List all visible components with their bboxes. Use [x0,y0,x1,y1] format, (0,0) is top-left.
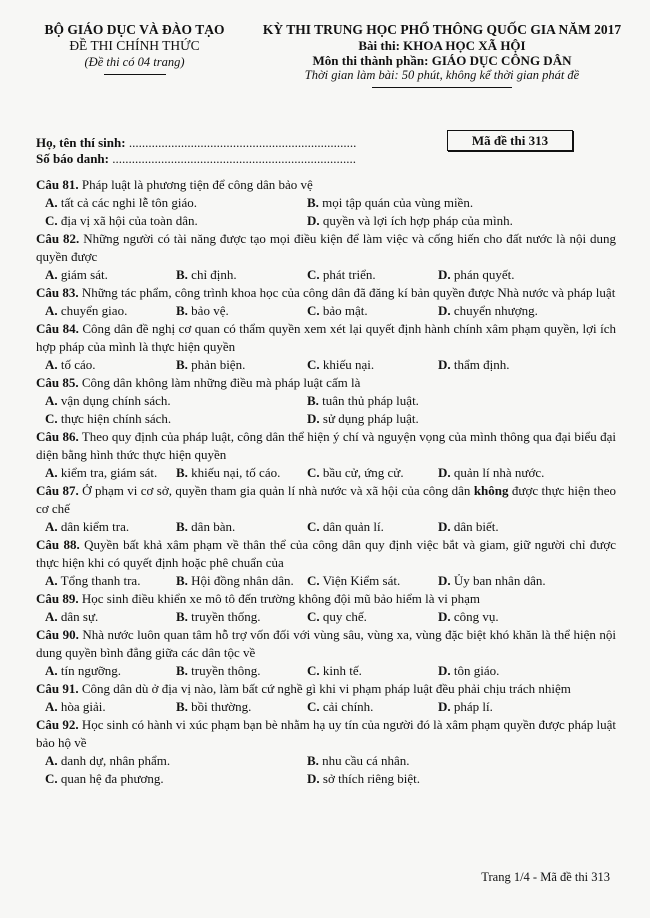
option-text: bồi thường. [191,699,252,714]
option-letter: D. [438,699,451,714]
option-letter: D. [438,663,451,678]
option-letter: A. [45,573,58,588]
question-block [36,680,616,716]
option-letter: C. [307,465,320,480]
option-list [36,752,616,788]
option-text: hòa giải. [60,699,106,714]
option-text: cải chính. [322,699,374,714]
time-limit: Thời gian làm bài: 50 phút, không kể thời gian phát đề [304,68,580,82]
question-block [36,716,616,788]
question-block [36,176,616,230]
answer-option [45,410,307,428]
answer-option [438,266,569,284]
question-text [36,626,616,662]
answer-option [176,572,307,590]
option-list [36,698,616,716]
question-number: Câu 91. [36,681,79,696]
question-number: Câu 81. [36,177,79,192]
question-list [36,176,616,788]
header-right [252,22,632,88]
question-number: Câu 85. [36,375,79,390]
header-left-rule [104,74,166,75]
option-text: dân bàn. [191,519,236,534]
answer-option [45,212,307,230]
option-letter: C. [307,357,320,372]
answer-option [438,608,569,626]
option-list [36,194,616,230]
answer-option [438,356,569,374]
option-list [36,662,616,680]
exam-title: KỲ THI TRUNG HỌC PHỔ THÔNG QUỐC GIA NĂM 2017 [262,22,622,37]
option-text: truyền thống. [191,609,261,624]
question-block [36,590,616,626]
option-text: địa vị xã hội của toàn dân. [60,213,198,228]
answer-option [176,302,307,320]
option-letter: B. [176,519,188,534]
option-text: danh dự, nhân phẩm. [60,753,171,768]
answer-option [307,392,607,410]
option-letter: B. [307,753,319,768]
answer-option [45,662,176,680]
question-block [36,626,616,680]
question-text [36,482,616,518]
option-text: quyền và lợi ích hợp pháp của mình. [322,213,513,228]
answer-option [307,608,438,626]
question-block [36,230,616,284]
option-text: chỉ định. [191,267,237,282]
question-text [36,284,616,302]
answer-option [45,464,176,482]
answer-option [176,464,307,482]
answer-option [45,302,176,320]
option-letter: A. [45,393,58,408]
question-text [36,428,616,464]
option-letter: C. [307,573,320,588]
option-text: phán quyết. [453,267,515,282]
question-stem: Học sinh có hành vi xúc phạm bạn bè nhằm hạ uy tín của người đó là xâm phạm quyền được pháp luật bảo hộ về [36,717,616,750]
answer-option [307,770,607,788]
option-letter: D. [438,573,451,588]
header-right-rule [372,87,512,88]
question-text [36,230,616,266]
answer-option [307,698,438,716]
question-stem-emphasis: không [473,483,509,498]
option-text: sử dụng pháp luật. [322,411,419,426]
option-letter: B. [307,195,319,210]
option-letter: C. [307,699,320,714]
option-text: phản biện. [191,357,246,372]
answer-option [45,518,176,536]
answer-option [307,302,438,320]
question-text [36,176,616,194]
option-list [36,464,616,482]
question-block [36,482,616,536]
answer-option [307,752,607,770]
answer-option [176,356,307,374]
option-text: bảo mật. [322,303,368,318]
option-letter: C. [45,771,58,786]
option-text: Ủy ban nhân dân. [453,573,546,588]
option-list [36,518,616,536]
candidate-name-row [36,135,356,151]
option-text: dân quản lí. [322,519,384,534]
option-letter: D. [438,465,451,480]
answer-option [438,572,569,590]
answer-option [45,392,307,410]
option-text: Tổng thanh tra. [60,573,141,588]
answer-option [438,302,569,320]
answer-option [45,572,176,590]
option-text: pháp lí. [453,699,493,714]
answer-option [307,518,438,536]
question-block [36,428,616,482]
candidate-id-label: Số báo danh: [36,151,109,166]
option-text: bầu cử, ứng cử. [322,465,404,480]
option-letter: A. [45,753,58,768]
question-number: Câu 86. [36,429,79,444]
answer-option [45,698,176,716]
option-letter: B. [176,663,188,678]
option-letter: A. [45,357,58,372]
option-letter: D. [307,411,320,426]
answer-option [438,662,569,680]
question-number: Câu 90. [36,627,79,642]
option-text: bảo vệ. [191,303,229,318]
ministry-name: BỘ GIÁO DỤC VÀ ĐÀO TẠO [44,22,225,37]
answer-option [307,212,607,230]
option-letter: A. [45,465,58,480]
question-block [36,284,616,320]
answer-option [438,518,569,536]
question-stem: Những người có tài năng được tạo mọi điều kiện để làm việc và cống hiến cho đất nước là nội dung quyền được [36,231,617,264]
question-number: Câu 84. [36,321,79,336]
option-letter: A. [45,519,58,534]
question-stem: Những tác phẩm, công trình khoa học của công dân đã đăng kí bản quyền được Nhà nước và pháp luật [81,285,616,300]
question-stem: Theo quy định của pháp luật, công dân thể hiện ý chí và nguyện vọng của mình thông qua đại biểu đại diện bằng hình thức thực hiện quyền [36,429,616,462]
candidate-id-blank: ........................................................................... [112,151,356,166]
option-text: tất cả các nghi lễ tôn giáo. [60,195,197,210]
option-list [36,608,616,626]
option-letter: D. [438,609,451,624]
question-number: Câu 92. [36,717,79,732]
answer-option [438,464,569,482]
option-text: dân sự. [60,609,99,624]
answer-option [307,572,438,590]
question-text [36,590,616,608]
option-letter: C. [307,303,320,318]
question-number: Câu 82. [36,231,80,246]
header-left [22,22,247,75]
answer-option [176,518,307,536]
answer-option [45,752,307,770]
option-letter: C. [307,663,320,678]
answer-option [45,608,176,626]
option-letter: D. [438,303,451,318]
answer-option [176,608,307,626]
option-letter: D. [438,519,451,534]
exam-status: ĐỀ THI CHÍNH THỨC [69,38,200,53]
answer-option [307,194,607,212]
answer-option [45,194,307,212]
answer-option [45,266,176,284]
candidate-name-label: Họ, tên thí sinh: [36,135,126,150]
option-text: tôn giáo. [453,663,500,678]
option-text: dân kiểm tra. [60,519,130,534]
question-text [36,374,616,392]
option-letter: B. [307,393,319,408]
question-number: Câu 89. [36,591,79,606]
option-letter: A. [45,195,58,210]
candidate-info [36,135,356,167]
answer-option [307,662,438,680]
answer-option [45,770,307,788]
answer-option [176,266,307,284]
option-letter: D. [438,357,451,372]
question-stem: Quyền bất khả xâm phạm về thân thể của công dân quy định việc bắt và giam, giữ người chỉ được thực hiện khi có quyết định hoặc phê chuẩn của [36,537,617,570]
answer-option [176,698,307,716]
question-text [36,320,616,356]
option-list [36,392,616,428]
question-number: Câu 87. [36,483,79,498]
answer-option [45,356,176,374]
option-text: Viện Kiểm sát. [322,573,401,588]
option-letter: D. [438,267,451,282]
option-letter: D. [307,771,320,786]
question-stem: Công dân không làm những điều mà pháp luật cấm là [81,375,361,390]
question-number: Câu 88. [36,537,80,552]
option-text: tuân thủ pháp luật. [322,393,419,408]
question-text [36,716,616,752]
option-list [36,356,616,374]
candidate-name-blank: ...................................................................... [128,135,357,150]
test-name: Bài thi: KHOA HỌC XÃ HỘI [358,38,526,53]
option-text: chuyển nhượng. [453,303,538,318]
question-block [36,374,616,428]
answer-option [307,410,607,428]
option-letter: A. [45,699,58,714]
page-count-note: (Đề thi có 04 trang) [84,55,185,69]
option-text: thẩm định. [453,357,510,372]
option-text: tín ngưỡng. [60,663,122,678]
question-stem: Công dân dù ở địa vị nào, làm bất cứ nghề gì khi vi phạm pháp luật đều phải chịu trách nhiệm [81,681,571,696]
option-text: quy chế. [322,609,367,624]
option-letter: B. [176,267,188,282]
option-letter: B. [176,573,188,588]
question-block [36,536,616,590]
page-footer: Trang 1/4 - Mã đề thi 313 [481,870,610,884]
option-letter: C. [307,519,320,534]
question-number: Câu 83. [36,285,79,300]
option-text: kinh tế. [322,663,362,678]
answer-option [176,662,307,680]
option-letter: B. [176,357,188,372]
option-letter: B. [176,699,188,714]
candidate-id-row [36,151,356,167]
option-letter: A. [45,609,58,624]
answer-option [307,464,438,482]
option-text: mọi tập quán của vùng miền. [322,195,474,210]
option-letter: C. [45,213,58,228]
option-text: khiếu nại. [322,357,375,372]
exam-code-box: Mã đề thi 313 [447,130,573,151]
option-letter: A. [45,303,58,318]
option-letter: B. [176,303,188,318]
question-stem: Học sinh điều khiển xe mô tô đến trường không đội mũ bảo hiểm là vi phạm [81,591,480,606]
answer-option [307,356,438,374]
option-text: nhu cầu cá nhân. [322,753,410,768]
answer-option [307,266,438,284]
option-text: Hội đồng nhân dân. [191,573,294,588]
subject-name: Môn thi thành phần: GIÁO DỤC CÔNG DÂN [312,53,572,68]
option-list [36,302,616,320]
option-text: sở thích riêng biệt. [322,771,421,786]
question-block [36,320,616,374]
question-text [36,680,616,698]
question-stem: Công dân đề nghị cơ quan có thẩm quyền xem xét lại quyết định hành chính xâm phạm quyền, lợi ích hợp pháp của mình là thực hiện quyền [36,321,617,354]
question-stem: Nhà nước luôn quan tâm hỗ trợ vốn đối với vùng sâu, vùng xa, vùng đặc biệt khó khăn là thể hiện nội dung quyền bình đẳng giữa các dân tộc về [36,627,616,660]
option-text: vận dụng chính sách. [60,393,171,408]
option-text: dân biết. [453,519,499,534]
option-text: kiểm tra, giám sát. [60,465,158,480]
option-text: giám sát. [60,267,108,282]
option-text: quản lí nhà nước. [453,465,545,480]
option-text: khiếu nại, tố cáo. [191,465,281,480]
option-text: quan hệ đa phương. [60,771,164,786]
option-letter: A. [45,663,58,678]
question-stem: Pháp luật là phương tiện để công dân bảo vệ [81,177,313,192]
option-letter: A. [45,267,58,282]
answer-option [438,698,569,716]
option-text: phát triển. [322,267,376,282]
option-text: tố cáo. [60,357,96,372]
option-letter: C. [45,411,58,426]
option-letter: B. [176,465,188,480]
question-text [36,536,616,572]
question-stem-part: Ở phạm vi cơ sở, quyền tham gia quản lí nhà nước và xã hội của công dân [82,483,474,498]
option-list [36,266,616,284]
question-stem-part: được thực hiện theo cơ chế [36,483,616,516]
option-letter: C. [307,609,320,624]
option-text: thực hiện chính sách. [60,411,172,426]
option-text: công vụ. [453,609,499,624]
option-letter: D. [307,213,320,228]
option-letter: B. [176,609,188,624]
option-text: chuyển giao. [60,303,128,318]
option-text: truyền thông. [191,663,261,678]
option-letter: C. [307,267,320,282]
option-list [36,572,616,590]
